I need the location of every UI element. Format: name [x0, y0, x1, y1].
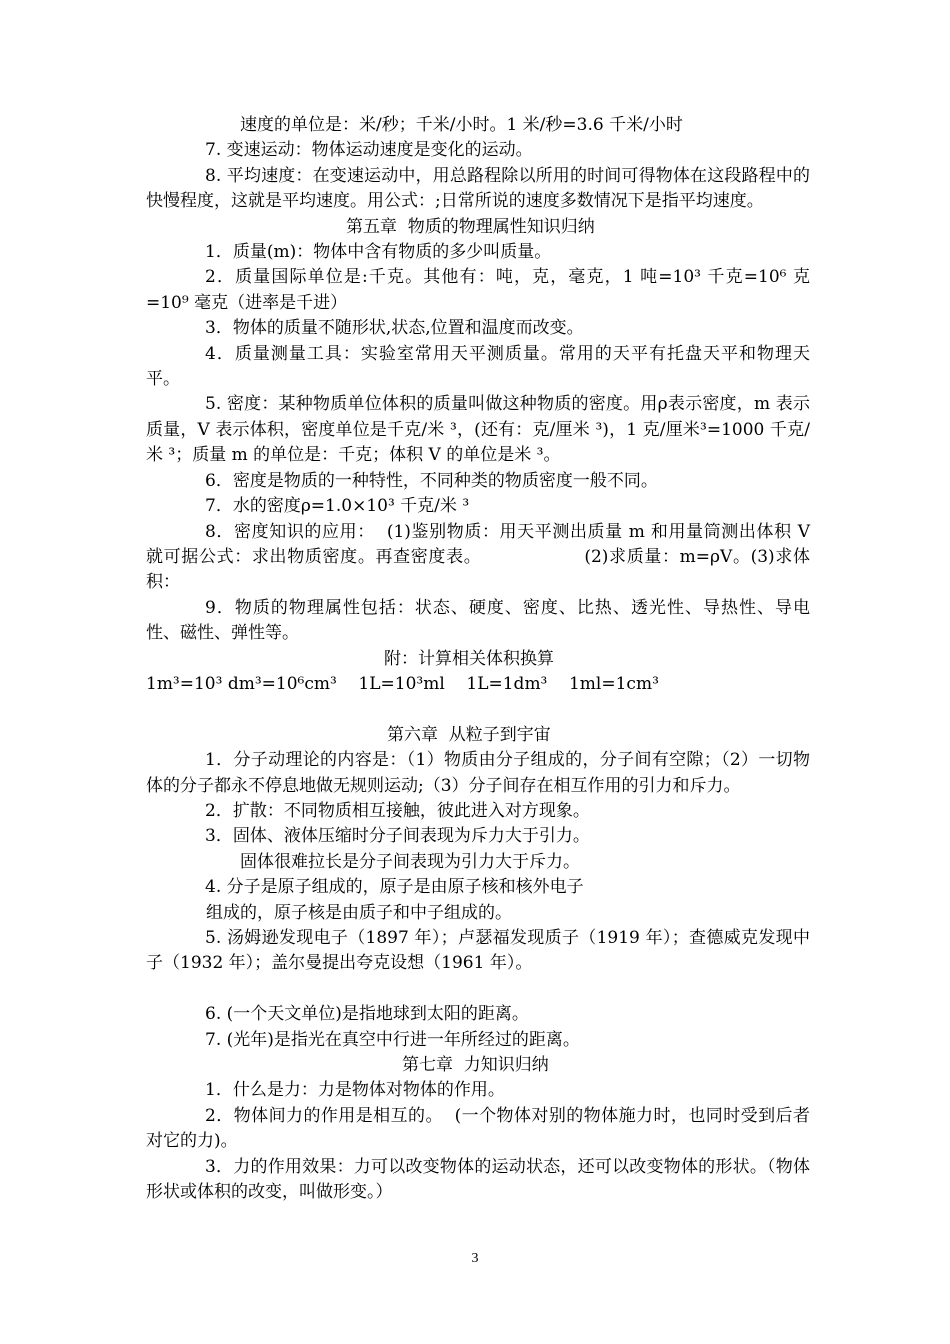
paragraph: 3．固体、液体压缩时分子间表现为斥力大于引力。: [205, 826, 590, 847]
paragraph: 5. 密度：某种物质单位体积的质量叫做这种物质的密度。用ρ表示密度，m 表示质量，V 表示体积，密度单位是千克/米 ³，(还有：克/厘米 ³)，1 克/厘米³=1000 千克/米 ³；质量 m 的单位是：千克；体积 V 的单位是米 ³。: [146, 394, 810, 466]
paragraph: 速度的单位是：米/秒；千米/小时。1 米/秒=3.6 千米/小时: [240, 115, 683, 135]
paragraph: 7. 变速运动：物体运动速度是变化的运动。: [205, 140, 533, 161]
paragraph: 3．力的作用效果：力可以改变物体的运动状态，还可以改变物体的形状。（物体形状或体积的改变，叫做形变。）: [146, 1156, 810, 1203]
paragraph: 6. (一个天文单位)是指地球到太阳的距离。: [205, 1004, 529, 1025]
chapter-heading: 第五章 物质的物理属性知识归纳: [346, 216, 595, 237]
paragraph: 4. 分子是原子组成的，原子是由原子核和核外电子: [205, 877, 584, 898]
paragraph: 9．物质的物理属性包括：状态、硬度、密度、比热、透光性、导热性、导电性、磁性、弹性等。: [146, 597, 810, 644]
chapter-heading: 第七章 力知识归纳: [402, 1055, 549, 1075]
paragraph: 1．什么是力：力是物体对物体的作用。: [205, 1080, 505, 1101]
spacer: [146, 977, 810, 1002]
chapter-heading: 第六章 从粒子到宇宙: [387, 724, 551, 745]
paragraph: 5. 汤姆逊发现电子（1897 年）；卢瑟福发现质子（1919 年）；查德威克发现中子（1932 年）；盖尔曼提出夸克设想（1961 年）。: [146, 927, 810, 974]
conversion-line: 1m³=10³ dm³=10⁶cm³ 1L=10³ml 1L=1dm³ 1ml=1cm³: [146, 673, 659, 694]
page-number: 3: [471, 1251, 479, 1266]
paragraph: 6．密度是物质的一种特性，不同种类的物质密度一般不同。: [205, 470, 658, 491]
paragraph: 组成的，原子核是由质子和中子组成的。: [206, 902, 512, 923]
paragraph: 固体很难拉长是分子间表现为引力大于斥力。: [240, 851, 580, 872]
paragraph: 2．扩散：不同物质相互接触，彼此进入对方现象。: [205, 800, 590, 821]
paragraph: 2．物体间力的作用是相互的。 (一个物体对别的物体施力时，也同时受到后者对它的力)。: [146, 1105, 810, 1152]
paragraph: 1．分子动理论的内容是：（1）物质由分子组成的，分子间有空隙；（2）一切物体的分子都永不停息地做无规则运动;（3）分子间存在相互作用的引力和斥力。: [146, 750, 810, 796]
paragraph: 8. 平均速度：在变速运动中，用总路程除以所用的时间可得物体在这段路程中的快慢程度，这就是平均速度。用公式：;日常所说的速度多数情况下是指平均速度。: [146, 165, 810, 212]
paragraph: 4．质量测量工具：实验室常用天平测质量。常用的天平有托盘天平和物理天平。: [146, 343, 810, 390]
paragraph: 7. (光年)是指光在真空中行进一年所经过的距离。: [205, 1029, 580, 1050]
paragraph: 3．物体的质量不随形状,状态,位置和温度而改变。: [205, 318, 584, 339]
paragraph: 8．密度知识的应用： (1)鉴别物质：用天平测出质量 m 和用量筒测出体积 V 就可据公式：求出物质密度。再查密度表。 (2)求质量：m=ρV。(3)求体积：: [146, 521, 816, 593]
document-body: [146, 113, 816, 1205]
paragraph: 7．水的密度ρ=1.0×10³ 千克/米 ³: [205, 496, 470, 517]
appendix-heading: 附：计算相关体积换算: [384, 648, 554, 669]
paragraph: 1．质量(m)：物体中含有物质的多少叫质量。: [205, 242, 552, 263]
paragraph: 2．质量国际单位是:千克。其他有：吨，克，毫克，1 吨=10³ 千克=10⁶ 克=10⁹ 毫克（进率是千进）: [146, 267, 810, 313]
spacer: [146, 697, 810, 722]
